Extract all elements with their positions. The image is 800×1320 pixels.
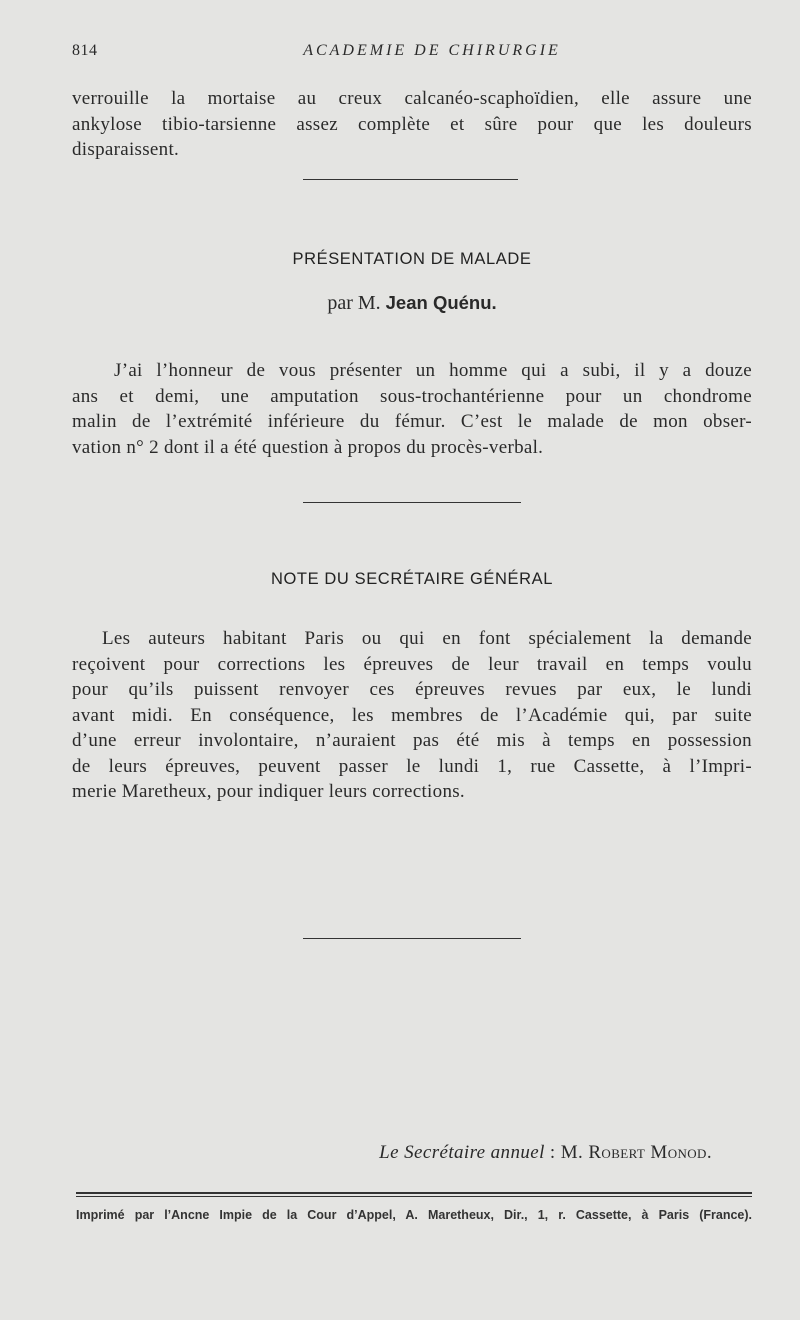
text-line: merie Maretheux, pour indiquer leurs corrections. <box>72 781 465 802</box>
text-line: disparaissent. <box>72 139 180 160</box>
text-line: verrouille la mortaise au creux calcanéo-scaphoïdien, elle assure une <box>72 88 752 109</box>
signature-separator: : M. <box>544 1142 589 1163</box>
page-number: 814 <box>72 42 98 59</box>
text-line: ankylose tibio-tarsienne assez complète et sûre pour que les douleurs <box>72 113 752 135</box>
running-title: ACADEMIE DE CHIRURGIE <box>303 42 561 59</box>
printer-imprint: Imprimé par l’Ancne Impie de la Cour d’Appel, A. Maretheux, Dir., 1, r. Cassette, à Paris (France). <box>76 1208 752 1222</box>
signature-role: Le Secrétaire annuel <box>379 1142 545 1163</box>
text-line: malin de l’extrémité inférieure du fémur. C’est le malade de mon obser- <box>72 411 752 432</box>
running-header <box>72 42 752 66</box>
text-line: ans et demi, une amputation sous-trochantérienne pour un chondrome <box>72 385 752 407</box>
text-line: avant midi. En conséquence, les membres de l’Académie qui, par suite <box>72 704 752 726</box>
note-paragraph <box>72 626 752 805</box>
section-title-note: NOTE DU SECRÉTAIRE GÉNÉRAL <box>270 570 554 588</box>
section-divider <box>303 502 521 503</box>
signature-name: Robert Monod. <box>588 1142 712 1163</box>
imprint-rule-thin <box>76 1196 752 1197</box>
text-line: de leurs épreuves, peuvent passer le lundi 1, rue Cassette, à l’Impri- <box>72 755 752 777</box>
author-name: Jean Quénu. <box>385 292 497 313</box>
imprint-rule <box>76 1192 752 1194</box>
presentation-paragraph <box>72 358 752 460</box>
section-title-presentation: PRÉSENTATION DE MALADE <box>292 250 532 268</box>
section-divider <box>303 938 521 939</box>
text-line: Les auteurs habitant Paris ou qui en font spécialement la demande <box>102 628 752 649</box>
text-line: reçoivent pour corrections les épreuves de leur travail en temps voulu <box>72 653 752 675</box>
continuation-paragraph <box>72 86 752 163</box>
section-divider <box>303 179 518 180</box>
byline-prefix: par M. <box>327 292 381 314</box>
signature <box>72 1142 712 1164</box>
text-line: d’une erreur involontaire, n’auraient pas été mis à temps en possession <box>72 730 752 751</box>
byline <box>72 292 752 315</box>
text-line: pour qu’ils puissent renvoyer ces épreuves revues par eux, le lundi <box>72 679 752 700</box>
text-line: J’ai l’honneur de vous présenter un homme qui a subi, il y a douze <box>114 360 752 381</box>
text-line: vation n° 2 dont il a été question à propos du procès-verbal. <box>72 436 544 458</box>
